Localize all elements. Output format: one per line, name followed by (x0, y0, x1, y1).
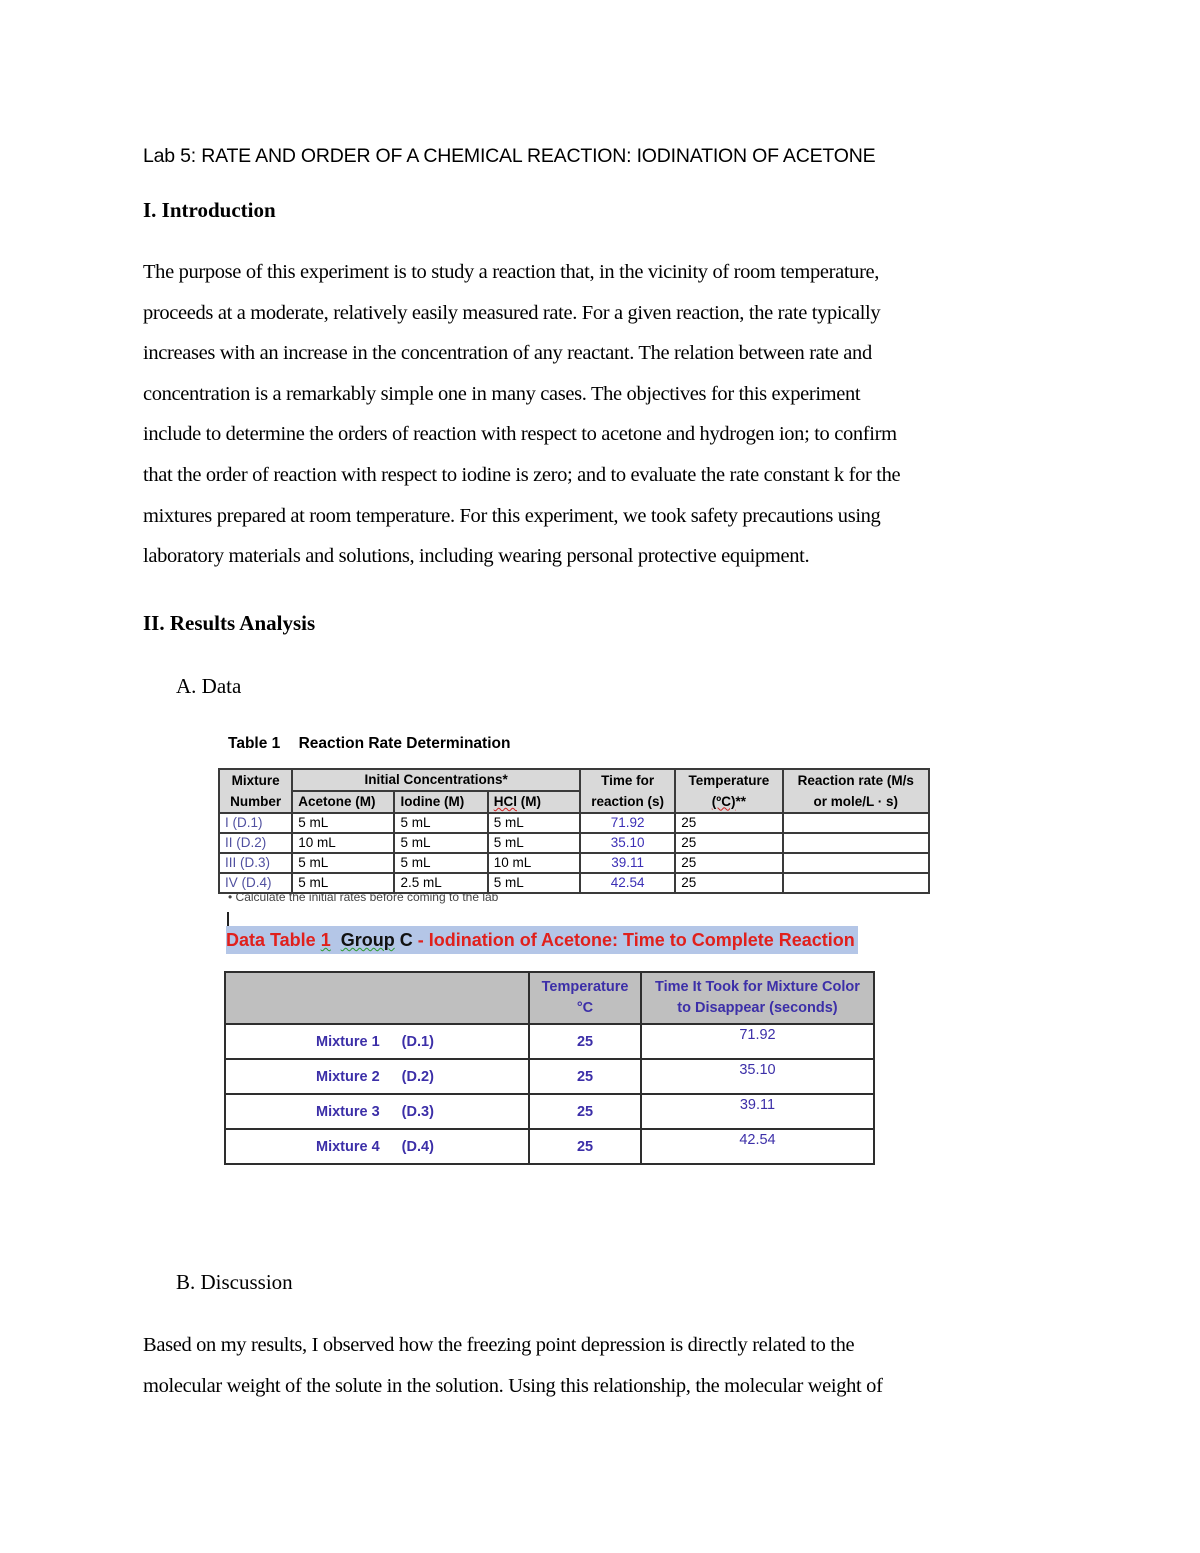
cell-temperature: 25 (529, 1059, 641, 1094)
cell-time: 35.10 (641, 1059, 874, 1094)
mixture-label: Mixture 1 (316, 1033, 380, 1050)
table-row (225, 1024, 874, 1059)
cell-time: 71.92 (641, 1024, 874, 1059)
mixture-label: Mixture 3 (316, 1103, 380, 1120)
cell-mixture: III (D.3) (219, 853, 292, 873)
footnote-text: • Calculate the initial rates before coming to the lab (228, 890, 499, 904)
cell-mixture: I (D.1) (219, 813, 292, 833)
cell-hcl: 5 mL (488, 873, 580, 893)
cell-time: 39.11 (580, 853, 675, 873)
paragraph-line: Based on my results, I observed how the freezing point depression is directly related to the (143, 1334, 855, 1356)
header-rate-unit: or mole/L · s) (783, 791, 929, 813)
temp-header-top: Temperature (541, 979, 629, 995)
cell-mixture (225, 1129, 529, 1164)
cell-temperature: 25 (529, 1094, 641, 1129)
table1-footnote (228, 890, 578, 904)
header-number: Number (219, 791, 292, 813)
time-header-it: It (692, 979, 702, 995)
cell-temperature: 25 (529, 1129, 641, 1164)
cell-hcl: 5 mL (488, 833, 580, 853)
cell-time: 71.92 (580, 813, 675, 833)
introduction-paragraph (143, 252, 1073, 577)
paragraph-line: molecular weight of the solute in the solution. Using this relationship, the molecular weight of (143, 1374, 883, 1397)
data-table1-title (226, 926, 858, 954)
cell-rate (783, 813, 929, 833)
time-header-part: Time (655, 979, 693, 995)
mixture-code: (D.1) (401, 1033, 434, 1050)
table-row (219, 833, 929, 853)
table1-number: Table 1 (228, 735, 281, 752)
cell-acetone: 10 mL (292, 833, 394, 853)
cell-temperature: 25 (529, 1024, 641, 1059)
reaction-rate-table (218, 768, 930, 894)
header-acetone: Acetone (M) (292, 791, 394, 813)
header-time (641, 972, 874, 1024)
table1-caption (228, 735, 510, 753)
header-time: Time for (580, 769, 675, 791)
text-cursor (227, 912, 229, 926)
paragraph-line: laboratory materials and solutions, including wearing personal protective equipment. (143, 545, 810, 568)
title-rest: - Iodination of Acetone: Time to Complete Reaction (412, 930, 855, 950)
paragraph-line: The purpose of this experiment is to study a reaction that, in the vicinity of room temperature, (143, 261, 880, 283)
header-temperature-unit (675, 791, 782, 813)
title-group: Group (340, 930, 395, 950)
cell-time: 42.54 (580, 873, 675, 893)
cell-temperature: 25 (675, 813, 782, 833)
cell-acetone: 5 mL (292, 873, 394, 893)
table-row (219, 853, 929, 873)
cell-time: 39.11 (641, 1094, 874, 1129)
temp-footnote-mark: ** (735, 793, 746, 809)
cell-rate (783, 833, 929, 853)
cell-time: 35.10 (580, 833, 675, 853)
time-to-complete-table (224, 971, 875, 1165)
header-iodine: Iodine (M) (394, 791, 487, 813)
time-header-bottom: to Disappear (seconds) (677, 1000, 838, 1016)
results-heading: II. Results Analysis (143, 611, 316, 635)
table-row (225, 1129, 874, 1164)
header-reaction-rate: Reaction rate (M/s (783, 769, 929, 791)
table-row (225, 1094, 874, 1129)
cell-rate (783, 873, 929, 893)
cell-iodine: 5 mL (394, 833, 487, 853)
data-subheading: A. Data (176, 674, 242, 698)
cell-mixture: II (D.2) (219, 833, 292, 853)
paragraph-line: proceeds at a moderate, relatively easily measured rate. For a given reaction, the rate typically (143, 301, 881, 324)
cell-mixture (225, 1059, 529, 1094)
mixture-code: (D.3) (401, 1103, 434, 1120)
time-header-took: Took (705, 979, 740, 995)
discussion-subheading: B. Discussion (176, 1270, 293, 1294)
introduction-heading: I. Introduction (143, 198, 276, 222)
title-part: Data Table (226, 930, 321, 950)
cell-hcl: 5 mL (488, 813, 580, 833)
cell-mixture (225, 1024, 529, 1059)
mixture-label: Mixture 4 (316, 1138, 380, 1155)
mixture-label: Mixture 2 (316, 1068, 380, 1085)
paragraph-line: concentration is a remarkably simple one in many cases. The objectives for this experiment (143, 382, 861, 405)
cell-temperature: 25 (675, 853, 782, 873)
mixture-code: (D.2) (401, 1068, 434, 1085)
table1-caption-text: Reaction Rate Determination (298, 735, 511, 752)
cell-temperature: 25 (675, 873, 782, 893)
cell-mixture (225, 1094, 529, 1129)
cell-time: 42.54 (641, 1129, 874, 1164)
temp-header-unit: °C (576, 1000, 594, 1016)
header-blank (225, 972, 529, 1024)
hcl-unit: (M) (516, 794, 541, 809)
cell-iodine: 2.5 mL (394, 873, 487, 893)
title-group-letter: C (394, 930, 413, 950)
paragraph-line: that the order of reaction with respect to iodine is zero; and to evaluate the rate constant k for the (143, 463, 901, 486)
paragraph-line: include to determine the orders of reaction with respect to acetone and hydrogen ion; to confirm (143, 423, 897, 446)
time-header-rest: for Mixture Color (739, 979, 860, 995)
header-time-unit: reaction (s) (580, 791, 675, 813)
header-hcl (488, 791, 580, 813)
cell-iodine: 5 mL (394, 853, 487, 873)
title-number: 1 (320, 930, 331, 950)
header-initial-concentrations: Initial Concentrations* (292, 769, 580, 791)
table-row (225, 1059, 874, 1094)
paragraph-line: mixtures prepared at room temperature. For this experiment, we took safety precautions using (143, 504, 881, 527)
discussion-paragraph (143, 1325, 1073, 1406)
paragraph-line: increases with an increase in the concentration of any reactant. The relation between rate and (143, 342, 872, 365)
hcl-label: HCl (493, 794, 517, 809)
cell-hcl: 10 mL (488, 853, 580, 873)
header-mixture: Mixture (219, 769, 292, 791)
cell-acetone: 5 mL (292, 813, 394, 833)
cell-rate (783, 853, 929, 873)
cell-mixture: IV (D.4) (219, 873, 292, 893)
header-temperature (529, 972, 641, 1024)
header-temperature: Temperature (675, 769, 782, 791)
table-row (219, 813, 929, 833)
document-title: Lab 5: RATE AND ORDER OF A CHEMICAL REACTION: IODINATION OF ACETONE (143, 145, 876, 167)
cell-temperature: 25 (675, 833, 782, 853)
mixture-code: (D.4) (401, 1138, 434, 1155)
cell-acetone: 5 mL (292, 853, 394, 873)
cell-iodine: 5 mL (394, 813, 487, 833)
celsius-label: (ºC) (711, 793, 736, 809)
